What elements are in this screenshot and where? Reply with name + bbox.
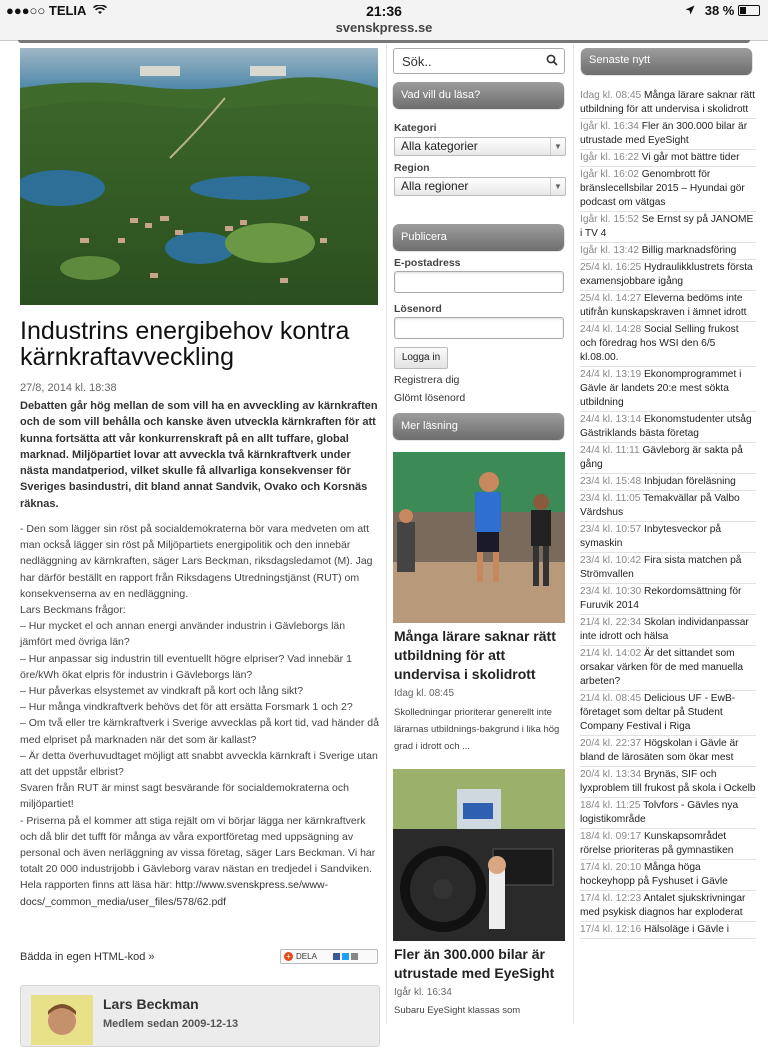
password-label: Lösenord [394, 303, 442, 315]
news-item-time: 18/4 kl. 09:17 [580, 831, 642, 842]
article-title: Industrins energibehov kontra kärnkraftavveckling [20, 317, 350, 371]
author-box [20, 985, 380, 1047]
news-item[interactable] [580, 767, 756, 798]
news-item-title[interactable]: Inbytesveckor på symaskin [580, 524, 722, 549]
news-item-time: 24/4 kl. 11:11 [580, 445, 640, 456]
news-item-title[interactable]: Ekonomprogrammet i Gävle är landets 20:e mest sökta utbildning [580, 369, 742, 408]
news-item[interactable] [580, 691, 756, 736]
news-item[interactable] [580, 860, 756, 891]
plus-icon: + [284, 952, 293, 961]
news-item-title[interactable]: Antalet sjukskrivningar med psykisk diagnos har exploderat [580, 893, 746, 918]
password-field[interactable] [394, 317, 564, 339]
battery-percent: 38 % [704, 3, 735, 18]
news-item-time: 21/4 kl. 22:34 [580, 617, 642, 628]
article-lead: Debatten går hög mellan de som vill ha en avveckling av kärnkraften och de som vill behålla och kanske även utveckla kärnkraften för att kunna fortsätta att vår konkurrenskraft på en allt tuffare, global marknad. Miljöpartiet lovar att avveckla två kärnkraftverk under nästa mandatperiod, vilket skulle få allvarliga konsekvenser för Sveriges basindustri, dit bland annat Sandvik, Ovako och Korsnäs räknas. [20, 400, 378, 510]
category-label: Kategori [394, 122, 437, 134]
more-share-icon [351, 953, 358, 960]
body-paragraph: – Hur påverkas elsystemet av vindkraft på kort och lång sikt? [20, 685, 304, 698]
body-paragraph: - Den som lägger sin röst på socialdemokraterna bör vara medveten om att man också lägger sin röst på Miljöpartiets energipolitik och den innebär nedläggning av kärnkraften, säger Lars Beckman, riksdagsledamot (M). Jag har därför beställt en rapport från Riksdagens Utredningstjänst (RUT) om konsekvenserna av en nedläggning. [20, 523, 373, 600]
news-item-title[interactable]: Ekonomstudenter utsåg Gästriklands bästa företag [580, 414, 752, 439]
body-paragraph: – Om två eller tre kärnkraftverk i Sverige avvecklas på kort tid, vad händer då med elpriset på marknaden när det som är kallast? [20, 717, 379, 746]
news-item-time: 23/4 kl. 10:30 [580, 586, 642, 597]
news-item-time: Igår kl. 16:22 [580, 152, 639, 163]
category-select[interactable] [394, 137, 566, 156]
body-paragraph: Lars Beckmans frågor: [20, 604, 126, 617]
more-reading-title[interactable]: Många lärare saknar rätt utbildning för att undervisa i skolidrott [394, 628, 556, 682]
news-item-time: Igår kl. 16:02 [580, 169, 639, 180]
news-item-time: 23/4 kl. 15:48 [580, 476, 642, 487]
body-paragraph: Svaren från RUT är minst sagt besvärande för socialdemokraterna och miljöpartiet! [20, 782, 349, 811]
news-item[interactable] [580, 322, 756, 367]
share-label: DELA [296, 952, 317, 961]
news-item-time: 24/4 kl. 14:28 [580, 324, 642, 335]
body-paragraph: – Hur många vindkraftverk behövs det för att ersätta Forsmark 1 och 2? [20, 701, 353, 714]
news-item-time: Igår kl. 13:42 [580, 245, 639, 256]
news-item-time: Igår kl. 16:34 [580, 121, 639, 132]
news-item-time: 23/4 kl. 11:05 [580, 493, 641, 504]
news-item[interactable] [580, 260, 756, 291]
article-hero-image [20, 48, 378, 305]
latest-news-header: Senaste nytt [581, 48, 752, 74]
publish-header: Publicera [393, 224, 564, 250]
news-item-title[interactable]: Se Ernst sy på JANOME i TV 4 [580, 214, 754, 239]
news-item-title[interactable]: Delicious UF - EwB-företaget som deltar på Student Company Festival i Riga [580, 693, 736, 732]
news-item-title[interactable]: Vi går mot bättre tider [641, 152, 740, 163]
column-divider [386, 44, 387, 1024]
news-item[interactable] [580, 553, 756, 584]
article-body [20, 521, 380, 910]
news-item[interactable] [580, 615, 756, 646]
author-avatar [31, 995, 93, 1045]
news-item-time: 23/4 kl. 10:57 [580, 524, 642, 535]
news-item-title[interactable]: Social Selling frukost och föredrag hos WSI den 6/5 kl.08.00. [580, 324, 739, 363]
news-item[interactable] [580, 891, 756, 922]
news-item-title[interactable]: Temakvällar på Valbo Värdshus [580, 493, 740, 518]
share-button[interactable] [280, 949, 378, 964]
news-item-time: 17/4 kl. 20:10 [580, 862, 642, 873]
news-item-title[interactable]: Eleverna bedöms inte utifrån kunskapskraven i ämnet idrott [580, 293, 747, 318]
news-item-title[interactable]: Många höga hockeyhopp på Fyshuset i Gävle [580, 862, 728, 887]
address-bar-url[interactable]: svenskpress.se [335, 20, 433, 35]
news-item[interactable] [580, 150, 756, 167]
region-value: Alla regioner [401, 179, 469, 193]
body-paragraph: – Hur mycket el och annan energi använder industrin i Gävleborgs län jämfört med övriga län? [20, 620, 346, 649]
more-reading-date: Igår kl. 16:34 [394, 987, 452, 998]
region-label: Region [394, 162, 430, 174]
more-reading-date: Idag kl. 08:45 [394, 688, 455, 699]
more-reading-image[interactable] [393, 769, 565, 941]
news-item-title[interactable]: Hälsoläge i Gävle i [644, 924, 729, 935]
news-item-title[interactable]: Genombrott för bränslecellsbilar 2015 – Hyundai gör podcast om vätgas [580, 169, 745, 208]
news-item[interactable] [580, 88, 756, 119]
embed-html-link[interactable]: Bädda in egen HTML-kod » [20, 951, 155, 963]
more-reading-header: Mer läsning [393, 413, 564, 439]
news-item-time: 21/4 kl. 08:45 [580, 693, 642, 704]
article-date: 27/8, 2014 kl. 18:38 [20, 382, 117, 394]
author-name[interactable]: Lars Beckman [103, 996, 199, 1012]
news-item-title[interactable]: Fler än 300.000 bilar är utrustade med EyeSight [580, 121, 748, 146]
report-link[interactable]: http://www.svenskpress.se/www-docs/_common_media/user_files/578/62.pdf [20, 879, 329, 908]
news-item[interactable] [580, 243, 756, 260]
status-right [685, 3, 760, 18]
twitter-icon [342, 953, 349, 960]
news-item-time: 20/4 kl. 22:37 [580, 738, 642, 749]
news-item[interactable] [580, 736, 756, 767]
ios-status-bar [0, 0, 768, 41]
search-box[interactable] [393, 48, 565, 74]
more-reading-image[interactable] [393, 452, 565, 623]
news-item[interactable] [580, 412, 756, 443]
news-item-time: Idag kl. 08:45 [580, 90, 642, 101]
report-prefix: Hela rapporten finns att läsa här: [20, 879, 176, 892]
news-item[interactable] [580, 443, 756, 474]
news-item-title[interactable]: Skolan individanpassar inte idrott och hälsa [580, 617, 749, 642]
news-item-time: 25/4 kl. 16:25 [580, 262, 642, 273]
region-select[interactable] [394, 177, 566, 196]
news-item-time: 17/4 kl. 12:16 [580, 924, 642, 935]
body-paragraph: – Är detta överhuvudtaget möjligt att snabbt avveckla kärnkraft i Sverige utan att det uppstår elbrist? [20, 749, 378, 779]
news-item[interactable] [580, 584, 756, 615]
more-reading-excerpt: Skolledningar prioriterar generellt inte lärarnas utbildnings-bakgrund i lika hög grad i idrott och ... [394, 707, 560, 752]
news-item-title[interactable]: Hydraulikklustrets första examensjobbare igång [580, 262, 753, 287]
clock: 21:36 [366, 3, 402, 19]
login-button[interactable]: Logga in [394, 347, 448, 369]
news-item[interactable] [580, 212, 756, 243]
news-item-title[interactable]: Rekordomsättning för Furuvik 2014 [580, 586, 742, 611]
news-item-title[interactable]: Många lärare saknar rätt utbildning för att undervisa i skolidrott [580, 90, 755, 115]
news-item-time: 21/4 kl. 14:02 [580, 648, 642, 659]
what-to-read-header: Vad vill du läsa? [393, 82, 564, 108]
latest-news-list [580, 88, 756, 939]
search-icon[interactable] [546, 54, 558, 66]
news-item[interactable] [580, 646, 756, 691]
news-item-time: 24/4 kl. 13:14 [580, 414, 642, 425]
news-item[interactable] [580, 291, 756, 322]
news-item-title[interactable]: Gävleborg är sakta på gång [580, 445, 743, 470]
news-item-time: 20/4 kl. 13:34 [580, 769, 642, 780]
body-paragraph: - Priserna på el kommer att stiga rejält om vi börjar lägga ner kärnkraftverk och då blir det tufft för många av våra exportföretag med uppsägning av personal och även nerläggning av vissa företag, säger Lars Beckman. Vi har totalt 20 000 industrijobb i Gävleborg varav nästan en tredjedel i Sandviken. [20, 814, 376, 876]
news-item-time: 23/4 kl. 10:42 [580, 555, 642, 566]
category-value: Alla kategorier [401, 139, 478, 153]
news-item[interactable] [580, 167, 756, 212]
news-item-title[interactable]: Högskolan i Gävle är bland de lärosäten som ökar mest [580, 738, 739, 763]
email-label: E-postadress [394, 257, 461, 269]
news-item-time: 17/4 kl. 12:23 [580, 893, 642, 904]
email-field[interactable] [394, 271, 564, 293]
news-item[interactable] [580, 119, 756, 150]
battery-icon [738, 5, 760, 16]
more-reading-excerpt: Subaru EyeSight klassas som [394, 1005, 521, 1016]
report-paragraph [20, 877, 380, 909]
news-item-title[interactable]: Billig marknadsföring [641, 245, 737, 256]
body-paragraph: – Hur anpassar sig industrin till eventuellt högre elpriser? Vad innebär 1 öre/kWh ökat elpris för industrin i Gävleborgs län? [20, 652, 352, 681]
news-item[interactable] [580, 522, 756, 553]
author-member-since: Medlem sedan 2009-12-13 [103, 1018, 239, 1030]
news-item[interactable] [580, 798, 756, 829]
news-item[interactable] [580, 491, 756, 522]
facebook-icon [333, 953, 340, 960]
news-item[interactable] [580, 922, 756, 939]
column-divider [573, 44, 574, 1024]
forgot-password-link[interactable]: Glömt lösenord [394, 392, 466, 404]
news-item-title[interactable]: Fira sista matchen på Strömvallen [580, 555, 742, 580]
news-item-title[interactable]: Brynäs, SIF och lyxproblem till frukost på skola i Ockelb [580, 769, 756, 794]
news-item-time: 25/4 kl. 14:27 [580, 293, 642, 304]
page-top-edge [18, 40, 750, 43]
more-reading-title[interactable]: Fler än 300.000 bilar är utrustade med EyeSight [394, 946, 555, 981]
news-item-time: Igår kl. 15:52 [580, 214, 639, 225]
news-item-time: 18/4 kl. 11:25 [580, 800, 641, 811]
news-item-title[interactable]: Tolvfors - Gävles nya logistikområde [580, 800, 739, 825]
carrier-label: ●●●○○ TELIA [6, 3, 107, 18]
news-item[interactable] [580, 367, 756, 412]
news-item-title[interactable]: Är det sittandet som orsakar värken för de med manuella arbeten? [580, 648, 744, 687]
news-item-time: 24/4 kl. 13:19 [580, 369, 642, 380]
search-input[interactable] [402, 54, 537, 69]
register-link[interactable]: Registrera dig [394, 374, 460, 386]
news-item[interactable] [580, 829, 756, 860]
news-item-title[interactable]: Kunskapsområdet rörelse prioriteras på gymnastiken [580, 831, 734, 856]
news-item-title[interactable]: Inbjudan föreläsning [644, 476, 736, 487]
location-arrow-icon [685, 5, 695, 15]
news-item[interactable] [580, 474, 756, 491]
chevron-down-icon: ▼ [550, 178, 565, 195]
chevron-down-icon: ▼ [550, 138, 565, 155]
